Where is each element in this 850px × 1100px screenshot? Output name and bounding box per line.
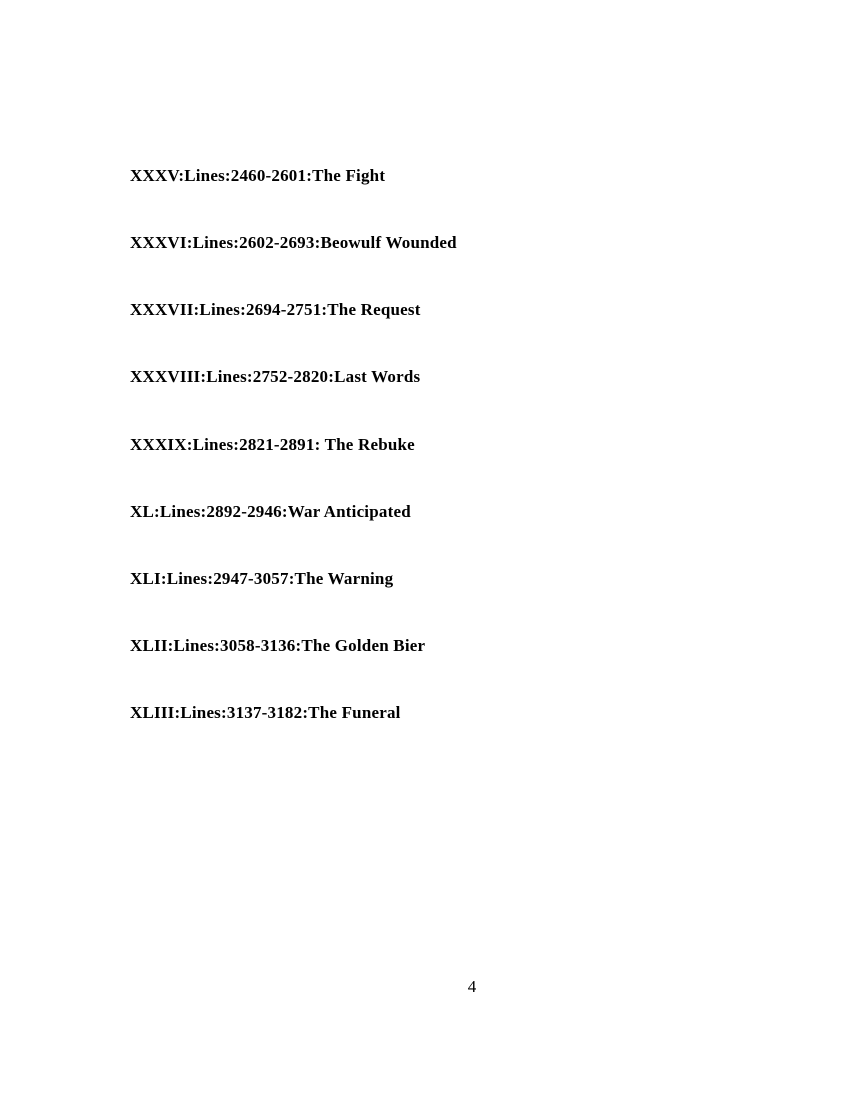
toc-entry: XLII:Lines:3058-3136:The Golden Bier bbox=[130, 636, 426, 656]
toc-entry: XXXV:Lines:2460-2601:The Fight bbox=[130, 165, 386, 185]
table-of-contents bbox=[130, 120, 457, 770]
toc-entry: XLI:Lines:2947-3057:The Warning bbox=[130, 569, 394, 589]
toc-entry: XXXVIII:Lines:2752-2820:Last Words bbox=[130, 367, 421, 387]
page-number: 4 bbox=[467, 977, 477, 996]
toc-entry: XXXIX:Lines:2821-2891: The Rebuke bbox=[130, 434, 415, 454]
toc-entry: XLIII:Lines:3137-3182:The Funeral bbox=[130, 703, 401, 723]
toc-entry: XXXVII:Lines:2694-2751:The Request bbox=[130, 300, 421, 320]
toc-entry: XL:Lines:2892-2946:War Anticipated bbox=[130, 501, 411, 521]
toc-entry: XXXVI:Lines:2602-2693:Beowulf Wounded bbox=[130, 233, 457, 253]
